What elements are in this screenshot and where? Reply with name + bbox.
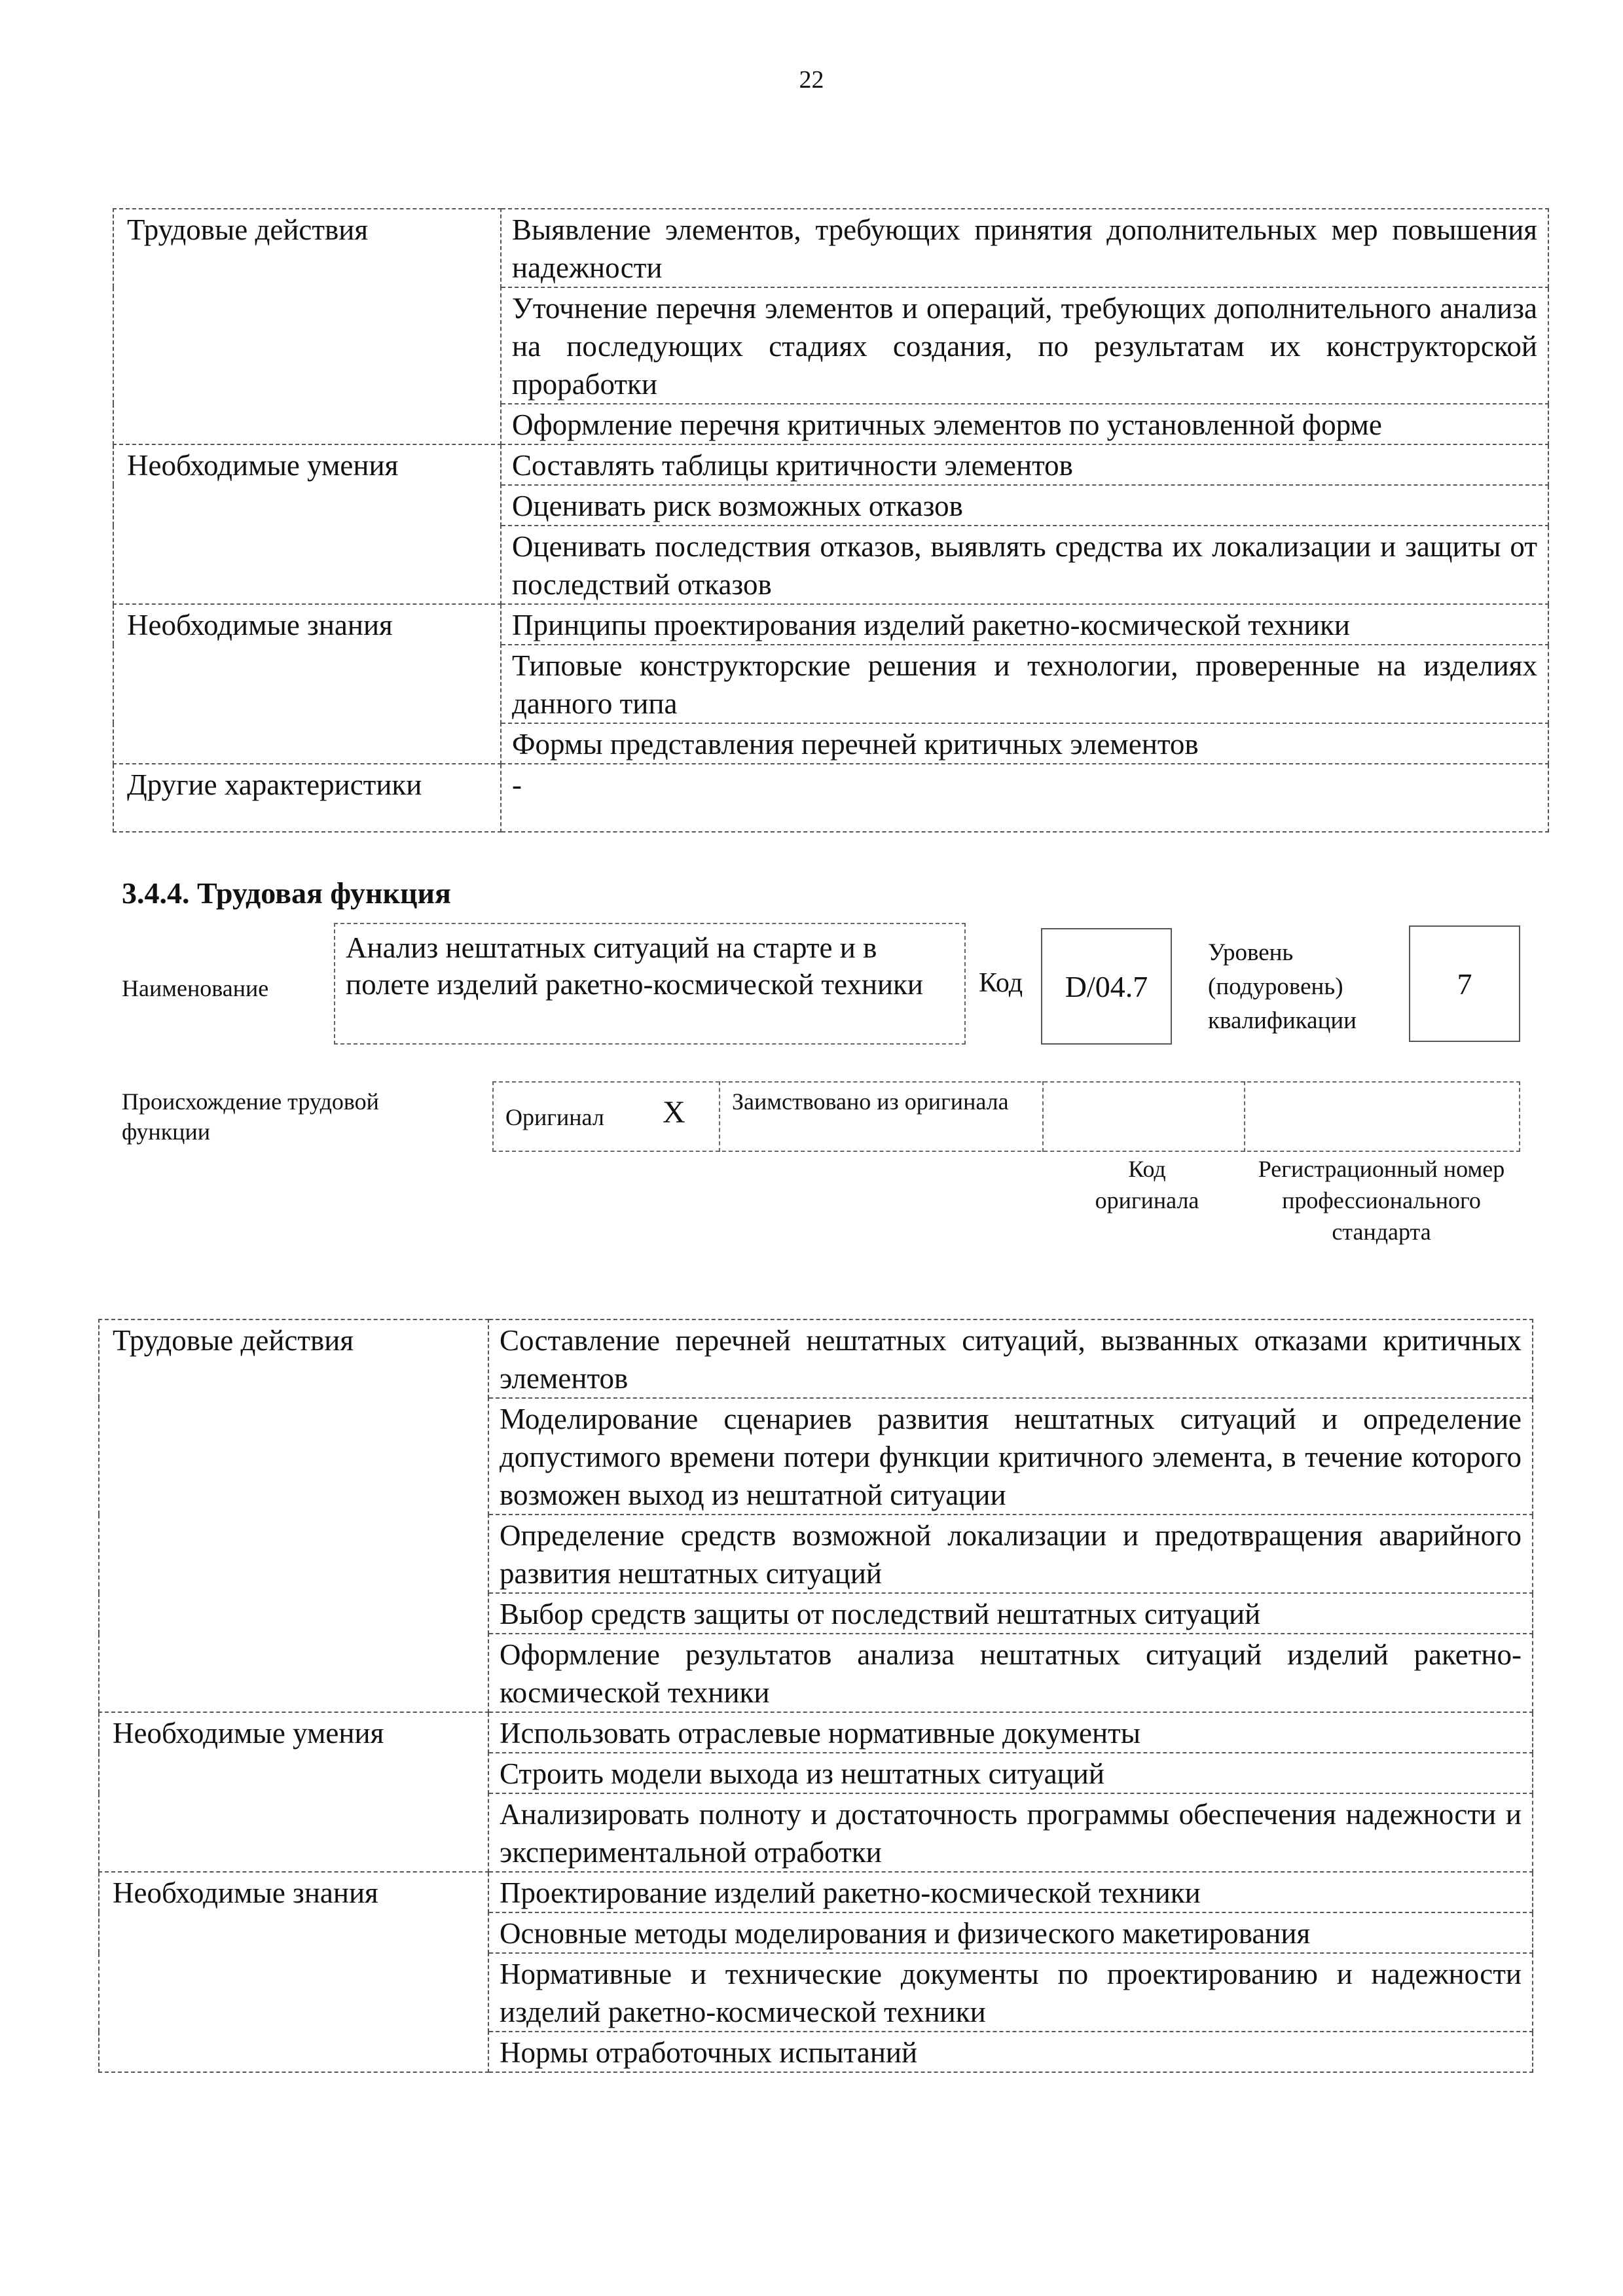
row-label: Необходимые знания	[113, 604, 501, 764]
section-title: 3.4.4. Трудовая функция	[122, 876, 451, 910]
table-row	[113, 604, 1548, 645]
table-cell: Основные методы моделирования и физического макетирования	[488, 1912, 1533, 1953]
table-cell: Нормативные и технические документы по проектированию и надежности изделий ракетно-космической техники	[488, 1953, 1533, 2032]
table-cell: Составлять таблицы критичности элементов	[501, 444, 1548, 485]
row-label: Необходимые знания	[99, 1872, 488, 2072]
table-cell: Определение средств возможной локализации и предотвращения аварийного развития нештатных ситуаций	[488, 1515, 1533, 1593]
table-cell: Нормы отработочных испытаний	[488, 2032, 1533, 2072]
table-cell: Оформление перечня критичных элементов по установленной форме	[501, 404, 1548, 444]
table-row	[99, 1319, 1533, 1398]
table-row	[99, 1712, 1533, 1753]
origin-divider	[1244, 1081, 1245, 1152]
table-cell: Оформление результатов анализа нештатных ситуаций изделий ракетно-космической техники	[488, 1634, 1533, 1712]
table-cell: Выявление элементов, требующих принятия дополнительных мер повышения надежности	[501, 209, 1548, 287]
table-cell: Оценивать риск возможных отказов	[501, 485, 1548, 526]
table-cell: Составление перечней нештатных ситуаций, вызванных отказами критичных элементов	[488, 1319, 1533, 1398]
original-mark: X	[663, 1095, 685, 1130]
row-label: Трудовые действия	[113, 209, 501, 444]
row-label: Другие характеристики	[113, 764, 501, 832]
table-cell: -	[501, 764, 1548, 832]
original-code-caption: Код оригинала	[1095, 1156, 1199, 1213]
level-value: 7	[1409, 925, 1520, 1042]
function-name-box	[334, 923, 966, 1045]
origin-divider	[719, 1081, 720, 1152]
borrowed-label: Заимствовано из оригинала	[732, 1088, 1009, 1115]
row-label: Необходимые умения	[113, 444, 501, 604]
function-name: Анализ нештатных ситуаций на старте и в полете изделий ракетно-космической техники	[346, 931, 924, 1001]
table-cell: Моделирование сценариев развития нештатных ситуаций и определение допустимого времени потери функции критичного элемента, в течение которого возможен выход из нештатной ситуации	[488, 1398, 1533, 1515]
table-cell: Оценивать последствия отказов, выявлять средства их локализации и защиты от последствий отказов	[501, 526, 1548, 604]
table-cell: Принципы проектирования изделий ракетно-космической техники	[501, 604, 1548, 645]
code-value: D/04.7	[1041, 928, 1172, 1045]
table-cell: Выбор средств защиты от последствий нештатных ситуаций	[488, 1593, 1533, 1634]
page-number: 22	[799, 66, 824, 94]
level-label: Уровень (подуровень) квалификации	[1208, 939, 1357, 1034]
table-cell: Проектирование изделий ракетно-космической техники	[488, 1872, 1533, 1912]
name-label: Наименование	[122, 975, 269, 1001]
table-cell: Типовые конструкторские решения и технологии, проверенные на изделиях данного типа	[501, 645, 1548, 723]
labor-function-table-1	[113, 208, 1549, 833]
table-row	[113, 764, 1548, 832]
table-cell: Формы представления перечней критичных элементов	[501, 723, 1548, 764]
row-label: Трудовые действия	[99, 1319, 488, 1712]
table-cell: Уточнение перечня элементов и операций, требующих дополнительного анализа на последующих стадиях создания, по результатам их конструкторской проработки	[501, 287, 1548, 404]
row-label: Необходимые умения	[99, 1712, 488, 1872]
labor-function-table-2	[98, 1319, 1533, 2073]
table-cell: Использовать отраслевые нормативные документы	[488, 1712, 1533, 1753]
original-label: Оригинал	[505, 1104, 604, 1130]
table-row	[113, 444, 1548, 485]
table-cell: Анализировать полноту и достаточность программы обеспечения надежности и экспериментальной отработки	[488, 1793, 1533, 1872]
registration-caption: Регистрационный номер профессионального стандарта	[1258, 1156, 1505, 1245]
table-row	[99, 1872, 1533, 1912]
code-label: Код	[979, 968, 1023, 998]
origin-label: Происхождение трудовой функции	[122, 1088, 379, 1145]
table-cell: Строить модели выхода из нештатных ситуаций	[488, 1753, 1533, 1793]
origin-divider	[1042, 1081, 1044, 1152]
table-row	[113, 209, 1548, 287]
